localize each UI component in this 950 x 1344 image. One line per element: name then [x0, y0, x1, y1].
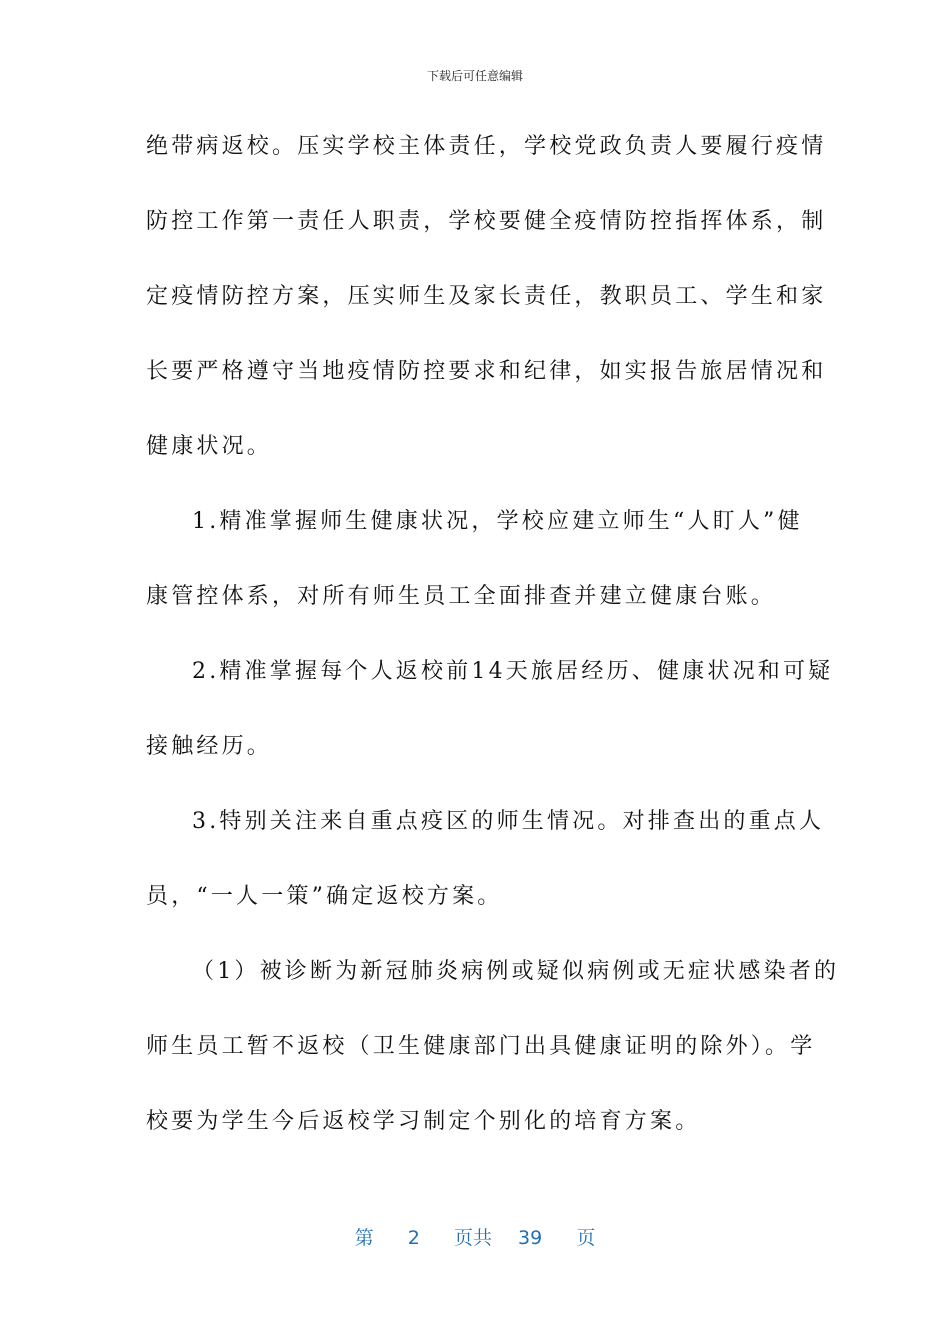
- text-line: 健康状况。: [146, 434, 273, 459]
- text-line: （1）被诊断为新冠肺炎病例或疑似病例或无症状感染者的: [192, 959, 840, 984]
- text-line: 长要严格遵守当地疫情防控要求和纪律，如实报告旅居情况和: [146, 359, 827, 384]
- text-line: 1.精准掌握师生健康状况，学校应建立师生“人盯人”健: [192, 509, 803, 534]
- current-page-number: 2: [407, 1227, 420, 1249]
- page-middle: 页共: [453, 1227, 492, 1249]
- text-line: 3.特别关注来自重点疫区的师生情况。对排查出的重点人: [192, 809, 825, 834]
- text-line: 康管控体系，对所有师生员工全面排查并建立健康台账。: [146, 584, 777, 609]
- text-line: 接触经历。: [146, 734, 273, 759]
- text-line: 定疫情防控方案，压实师生及家长责任，教职员工、学生和家: [146, 284, 827, 309]
- text-line: 员，“一人一策”确定返校方案。: [146, 884, 503, 909]
- text-line: 校要为学生今后返校学习制定个别化的培育方案。: [146, 1109, 701, 1134]
- page-suffix: 页: [576, 1227, 596, 1249]
- total-pages-number: 39: [518, 1227, 543, 1249]
- page-prefix: 第: [354, 1227, 374, 1249]
- header-note: 下载后可任意编辑: [426, 69, 523, 83]
- document-body: [146, 123, 840, 1173]
- text-line: 2.精准掌握每个人返校前14天旅居经历、健康状况和可疑: [192, 659, 834, 684]
- text-line: 绝带病返校。压实学校主体责任，学校党政负责人要履行疫情: [146, 134, 827, 159]
- text-line: 师生员工暂不返校（卫生健康部门出具健康证明的除外）。学: [146, 1034, 816, 1059]
- page-number-footer: [0, 1223, 950, 1250]
- text-line: 防控工作第一责任人职责，学校要健全疫情防控指挥体系，制: [146, 209, 827, 234]
